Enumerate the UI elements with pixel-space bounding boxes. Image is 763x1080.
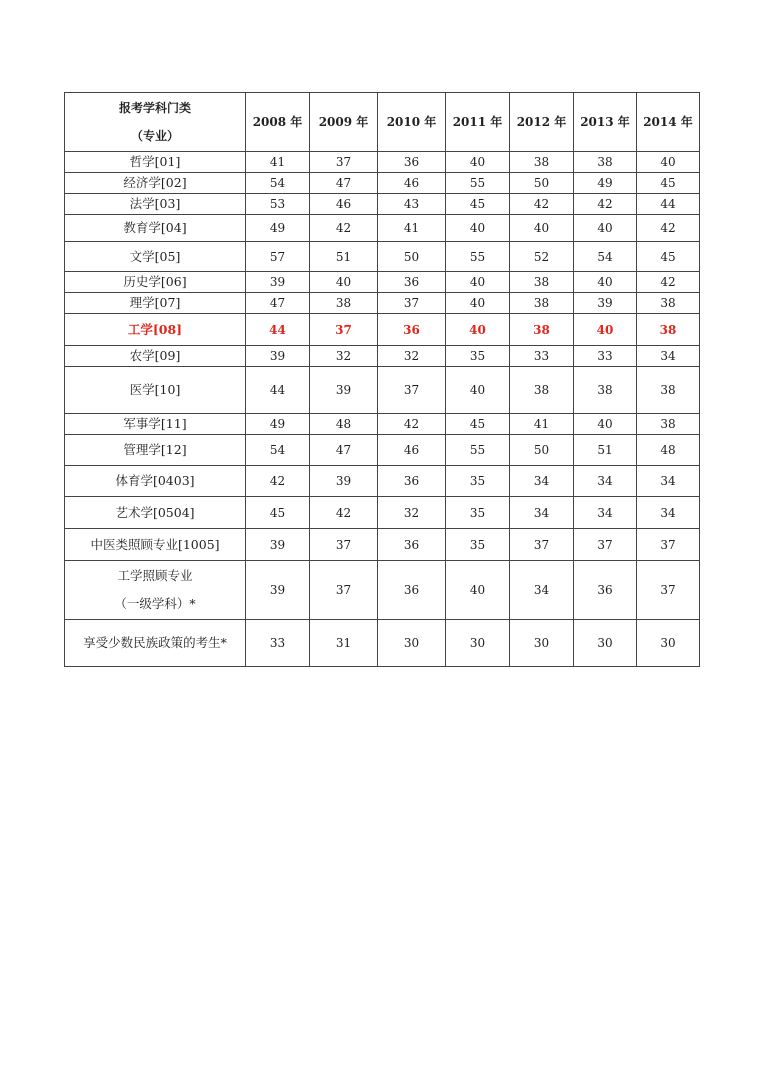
score-cell: 36 bbox=[378, 272, 446, 293]
score-cell: 38 bbox=[510, 314, 574, 346]
score-cell: 45 bbox=[246, 497, 310, 529]
score-cell: 37 bbox=[310, 529, 378, 561]
score-cell: 39 bbox=[310, 466, 378, 497]
score-cell: 37 bbox=[310, 561, 378, 620]
score-cell: 45 bbox=[637, 242, 700, 272]
category-label: 工学[08] bbox=[127, 321, 183, 337]
score-cell: 37 bbox=[637, 529, 700, 561]
score-cell: 35 bbox=[446, 466, 510, 497]
year-header: 2014 年 bbox=[637, 93, 700, 152]
category-header-line1: 报考学科门类 bbox=[118, 101, 191, 115]
category-cell bbox=[65, 435, 246, 466]
score-cell: 46 bbox=[378, 435, 446, 466]
header-row bbox=[65, 93, 700, 152]
score-cell: 37 bbox=[574, 529, 637, 561]
score-cell: 37 bbox=[310, 314, 378, 346]
score-cell: 42 bbox=[637, 215, 700, 242]
category-cell bbox=[65, 414, 246, 435]
score-cell: 47 bbox=[246, 293, 310, 314]
score-cell: 55 bbox=[446, 242, 510, 272]
score-cell: 40 bbox=[310, 272, 378, 293]
table-row bbox=[65, 215, 700, 242]
category-header bbox=[65, 93, 246, 152]
score-cell: 30 bbox=[510, 620, 574, 667]
score-cell: 34 bbox=[637, 466, 700, 497]
year-header: 2012 年 bbox=[510, 93, 574, 152]
category-label: （一级学科）* bbox=[114, 596, 196, 611]
score-cell: 53 bbox=[246, 194, 310, 215]
category-cell bbox=[65, 346, 246, 367]
score-cell: 38 bbox=[637, 293, 700, 314]
year-header: 2013 年 bbox=[574, 93, 637, 152]
table-row bbox=[65, 242, 700, 272]
score-cell: 40 bbox=[446, 561, 510, 620]
table-row bbox=[65, 314, 700, 346]
category-label: 工学照顾专业 bbox=[117, 568, 193, 583]
score-cell: 40 bbox=[446, 272, 510, 293]
category-label: 理学[07] bbox=[129, 295, 181, 310]
category-label: 文学[05] bbox=[129, 248, 181, 264]
score-cell: 52 bbox=[510, 242, 574, 272]
year-header: 2009 年 bbox=[310, 93, 378, 152]
score-cell: 30 bbox=[446, 620, 510, 667]
score-cell: 35 bbox=[446, 346, 510, 367]
table-row bbox=[65, 529, 700, 561]
score-cell: 39 bbox=[246, 529, 310, 561]
score-cell: 36 bbox=[378, 466, 446, 497]
year-header: 2010 年 bbox=[378, 93, 446, 152]
score-cell: 40 bbox=[637, 152, 700, 173]
score-cell: 51 bbox=[310, 242, 378, 272]
score-cell: 49 bbox=[246, 414, 310, 435]
score-cell: 34 bbox=[637, 497, 700, 529]
score-cell: 40 bbox=[446, 293, 510, 314]
category-label: 法学[03] bbox=[129, 196, 181, 211]
score-cell: 38 bbox=[637, 314, 700, 346]
score-cell: 34 bbox=[637, 346, 700, 367]
category-cell bbox=[65, 466, 246, 497]
table-body bbox=[65, 152, 700, 667]
score-table bbox=[64, 92, 700, 667]
category-cell bbox=[65, 529, 246, 561]
category-cell bbox=[65, 215, 246, 242]
score-cell: 33 bbox=[246, 620, 310, 667]
score-cell: 36 bbox=[378, 561, 446, 620]
category-cell bbox=[65, 173, 246, 194]
score-cell: 42 bbox=[310, 497, 378, 529]
score-cell: 37 bbox=[310, 152, 378, 173]
score-cell: 50 bbox=[510, 173, 574, 194]
score-cell: 42 bbox=[310, 215, 378, 242]
score-cell: 42 bbox=[378, 414, 446, 435]
score-cell: 49 bbox=[246, 215, 310, 242]
score-cell: 40 bbox=[574, 314, 637, 346]
score-cell: 40 bbox=[574, 414, 637, 435]
score-cell: 34 bbox=[510, 561, 574, 620]
score-cell: 30 bbox=[637, 620, 700, 667]
score-cell: 37 bbox=[637, 561, 700, 620]
category-label: 军事学[11] bbox=[123, 416, 187, 431]
category-cell bbox=[65, 293, 246, 314]
score-cell: 39 bbox=[574, 293, 637, 314]
score-cell: 38 bbox=[510, 152, 574, 173]
score-cell: 40 bbox=[446, 367, 510, 414]
table-row bbox=[65, 293, 700, 314]
score-cell: 49 bbox=[574, 173, 637, 194]
score-cell: 37 bbox=[378, 293, 446, 314]
table-row bbox=[65, 466, 700, 497]
score-cell: 55 bbox=[446, 173, 510, 194]
score-cell: 54 bbox=[574, 242, 637, 272]
score-cell: 40 bbox=[574, 272, 637, 293]
score-cell: 57 bbox=[246, 242, 310, 272]
score-cell: 39 bbox=[246, 561, 310, 620]
score-cell: 44 bbox=[246, 367, 310, 414]
score-cell: 32 bbox=[378, 346, 446, 367]
table-row bbox=[65, 620, 700, 667]
category-label: 农学[09] bbox=[129, 348, 181, 363]
score-cell: 33 bbox=[574, 346, 637, 367]
score-cell: 40 bbox=[446, 152, 510, 173]
table-row bbox=[65, 173, 700, 194]
score-cell: 42 bbox=[574, 194, 637, 215]
score-cell: 45 bbox=[446, 414, 510, 435]
score-cell: 36 bbox=[378, 529, 446, 561]
category-header-line2: （专业） bbox=[130, 129, 179, 143]
score-cell: 32 bbox=[378, 497, 446, 529]
score-cell: 36 bbox=[378, 314, 446, 346]
score-cell: 32 bbox=[310, 346, 378, 367]
score-cell: 35 bbox=[446, 497, 510, 529]
score-cell: 46 bbox=[378, 173, 446, 194]
category-cell bbox=[65, 367, 246, 414]
score-cell: 44 bbox=[246, 314, 310, 346]
score-cell: 38 bbox=[310, 293, 378, 314]
score-cell: 38 bbox=[510, 272, 574, 293]
score-cell: 48 bbox=[310, 414, 378, 435]
score-cell: 33 bbox=[510, 346, 574, 367]
score-cell: 37 bbox=[510, 529, 574, 561]
table-row bbox=[65, 435, 700, 466]
score-cell: 30 bbox=[378, 620, 446, 667]
category-cell bbox=[65, 242, 246, 272]
category-label: 中医类照顾专业[1005] bbox=[90, 536, 220, 552]
score-cell: 40 bbox=[446, 314, 510, 346]
table-row bbox=[65, 194, 700, 215]
table-row bbox=[65, 346, 700, 367]
table-row bbox=[65, 152, 700, 173]
score-cell: 36 bbox=[574, 561, 637, 620]
score-cell: 39 bbox=[246, 346, 310, 367]
score-cell: 38 bbox=[637, 414, 700, 435]
score-cell: 54 bbox=[246, 173, 310, 194]
score-cell: 50 bbox=[510, 435, 574, 466]
category-label: 哲学[01] bbox=[129, 154, 181, 169]
score-cell: 38 bbox=[510, 293, 574, 314]
table-row bbox=[65, 272, 700, 293]
score-cell: 42 bbox=[637, 272, 700, 293]
category-label: 经济学[02] bbox=[123, 175, 187, 190]
category-cell bbox=[65, 561, 246, 620]
category-cell bbox=[65, 152, 246, 173]
score-cell: 40 bbox=[574, 215, 637, 242]
score-cell: 41 bbox=[378, 215, 446, 242]
score-cell: 30 bbox=[574, 620, 637, 667]
score-cell: 39 bbox=[310, 367, 378, 414]
category-cell bbox=[65, 272, 246, 293]
table-row bbox=[65, 414, 700, 435]
score-cell: 34 bbox=[510, 497, 574, 529]
score-cell: 38 bbox=[510, 367, 574, 414]
score-cell: 41 bbox=[510, 414, 574, 435]
score-cell: 48 bbox=[637, 435, 700, 466]
score-cell: 42 bbox=[510, 194, 574, 215]
table-row bbox=[65, 561, 700, 620]
category-label: 体育学[0403] bbox=[115, 473, 195, 488]
score-cell: 34 bbox=[574, 497, 637, 529]
score-cell: 35 bbox=[446, 529, 510, 561]
score-cell: 38 bbox=[574, 367, 637, 414]
table-row bbox=[65, 497, 700, 529]
score-cell: 47 bbox=[310, 435, 378, 466]
score-cell: 40 bbox=[446, 215, 510, 242]
category-label: 艺术学[0504] bbox=[115, 504, 195, 520]
category-cell bbox=[65, 620, 246, 667]
score-cell: 37 bbox=[378, 367, 446, 414]
category-label: 享受少数民族政策的考生* bbox=[83, 635, 227, 650]
score-cell: 38 bbox=[637, 367, 700, 414]
score-cell: 34 bbox=[574, 466, 637, 497]
score-cell: 45 bbox=[446, 194, 510, 215]
category-label: 教育学[04] bbox=[123, 220, 187, 235]
score-cell: 31 bbox=[310, 620, 378, 667]
category-cell bbox=[65, 497, 246, 529]
score-cell: 41 bbox=[246, 152, 310, 173]
score-cell: 44 bbox=[637, 194, 700, 215]
score-cell: 38 bbox=[574, 152, 637, 173]
score-cell: 34 bbox=[510, 466, 574, 497]
score-cell: 36 bbox=[378, 152, 446, 173]
score-cell: 50 bbox=[378, 242, 446, 272]
year-header: 2011 年 bbox=[446, 93, 510, 152]
category-label: 历史学[06] bbox=[123, 274, 187, 289]
score-cell: 40 bbox=[510, 215, 574, 242]
score-cell: 46 bbox=[310, 194, 378, 215]
category-label: 管理学[12] bbox=[123, 442, 187, 457]
score-cell: 43 bbox=[378, 194, 446, 215]
table-row bbox=[65, 367, 700, 414]
category-label: 医学[10] bbox=[129, 382, 181, 397]
category-cell bbox=[65, 314, 246, 346]
score-cell: 45 bbox=[637, 173, 700, 194]
score-cell: 55 bbox=[446, 435, 510, 466]
category-cell bbox=[65, 194, 246, 215]
score-cell: 54 bbox=[246, 435, 310, 466]
year-header: 2008 年 bbox=[246, 93, 310, 152]
score-cell: 42 bbox=[246, 466, 310, 497]
score-cell: 39 bbox=[246, 272, 310, 293]
score-cell: 51 bbox=[574, 435, 637, 466]
score-cell: 47 bbox=[310, 173, 378, 194]
